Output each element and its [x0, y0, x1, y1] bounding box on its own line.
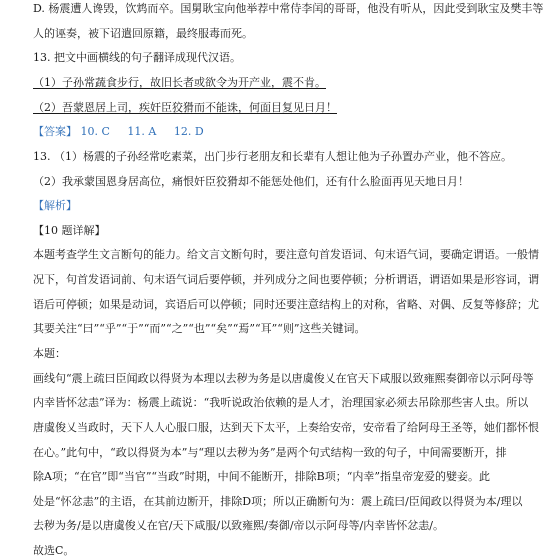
- paragraph-line: 本题考查学生文言断句的能力。给文言文断句时，要注意句首发语词、句末语气词，要确定谓语。一般情: [33, 248, 539, 262]
- paragraph-line: 其要关注“曰”“乎”“于”“而”“之”“也”“矣”“焉”“耳”“则”这些关键词。: [33, 322, 366, 336]
- question-heading: 13. 把文中画横线的句子翻译成现代汉语。: [33, 51, 241, 65]
- subheading: 本题：: [33, 346, 66, 360]
- analysis-label-row: [33, 199, 543, 213]
- paragraph-line: 唐虞俊乂当政时，天下人人心服口服，达到天下太平，上奏给安帝，安帝看了给阿母王圣等，她们都怀恨: [33, 420, 539, 434]
- paragraph-line: 语后可停顿；如果是动词，宾语后可以停顿；同时还要注意结构上的对称，省略、对偶、反复等修辞；尤: [33, 297, 539, 311]
- analysis-label: 【解析】: [33, 199, 77, 213]
- paragraph-line: 在心。”此句中，“政以得贤为本”与“理以去秽为务”是两个句式结构一致的句子，中间需要断开，排: [33, 445, 507, 459]
- answer-row: [33, 125, 543, 139]
- answer-11: 11. A: [127, 125, 157, 139]
- answer-12: 12. D: [173, 125, 204, 139]
- paragraph-line: 去秽为务/是以唐虞俊乂在官/天下咸服/以致雍熙/奏御/帝以示阿母等/内幸皆怀忿恚/。: [33, 519, 444, 533]
- paragraph-line: 画线句“震上疏曰臣闻政以得贤为本理以去秽为务是以唐虞俊乂在官天下咸服以致雍熙奏御帝以示阿母等: [33, 371, 534, 385]
- answer-label: 【答案】: [33, 125, 77, 139]
- detail-heading: 【10 题详解】: [33, 223, 106, 237]
- paragraph-line: 处是“怀忿恚”的主语，在其前边断开，排除D项；所以正确断句为：震上疏曰/臣闻政以得贤为本/理以: [33, 494, 523, 508]
- answer-13-part-2: （2）我承蒙国恩身居高位，痛恨奸臣狡猾却不能惩处他们，还有什么脸面再见天地日月！: [33, 174, 469, 188]
- paragraph-line: 况下，句首发语词前、句末语气词后要停顿，并列成分之间也要停顿；分析谓语，谓语如果是形容词，谓: [33, 273, 539, 286]
- translation-item-2: [33, 101, 543, 115]
- answer-13-part-1: 13. （1）杨震的子孙经常吃素菜，出门步行老朋友和长辈有人想让他为子孙置办产业，他不答应。: [33, 149, 512, 163]
- underlined-sentence: （2）吾蒙恩居上司，疾奸臣狡猾而不能诛，何面目复见日月！: [33, 100, 337, 114]
- answer-10: 10. C: [80, 125, 110, 139]
- underlined-sentence: （1）子孙常蔬食步行，故旧长者或欲令为开产业，震不肯。: [33, 75, 326, 89]
- conclusion: 故选C。: [33, 544, 75, 557]
- text-line: 人的诬奏，被下诏遣回原籍，最终服毒而死。: [33, 26, 253, 40]
- paragraph-line: 除A项；“在官”即“当官”“当政”时期，中间不能断开，排除B项；“内幸”指皇帝宠爱的嬖妾。此: [33, 470, 491, 484]
- paragraph-line: 内幸皆怀忿恚”译为：杨震上疏说：“我听说政治依赖的是人才，治理国家必须去吊除那些害人虫。所以: [33, 396, 529, 410]
- translation-item-1: [33, 76, 543, 90]
- text-line: D. 杨震遭人谗毁，饮鸩而卒。国舅耿宝向他举荐中常侍李闰的哥哥，他没有听从，因此受到耿宝及樊丰等: [33, 2, 543, 15]
